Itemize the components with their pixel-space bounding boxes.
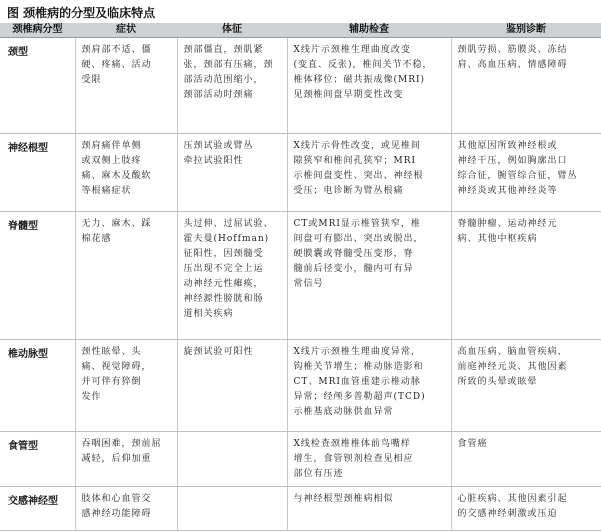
differential-text: 其他原因所致神经根或 神经干压，例如胸廓出口 综合征，腕管综合征，臂丛 神经炎或其他神经炎等 xyxy=(457,141,578,196)
symptoms-cell xyxy=(75,134,177,212)
differential-cell xyxy=(451,38,601,134)
signs-cell xyxy=(177,340,287,432)
exams-cell xyxy=(287,134,451,212)
exams-cell xyxy=(287,487,451,531)
symptoms-text: 颈肩痛伴单侧 或双侧上肢疼 痛、麻木及酸软 等根痛症状 xyxy=(81,141,152,196)
signs-text: 压颈试验或臂丛 牵拉试验阳性 xyxy=(183,141,254,166)
exams-text: CT或MRI显示椎管狭窄，椎 间盘可有膨出、突出或脱出， 硬膜囊或脊髓受压变形，脊 髓前后径变小，髓内可有异 常信号 xyxy=(293,219,424,289)
table-row xyxy=(0,212,601,340)
classification-table xyxy=(0,23,601,531)
differential-cell xyxy=(451,134,601,212)
type-cell: 神经根型 xyxy=(0,134,75,212)
exams-cell xyxy=(287,38,451,134)
type-cell: 交感神经型 xyxy=(0,487,75,531)
differential-text: 食管癌 xyxy=(457,439,488,449)
differential-text: 心脏疾病、其他因素引起 的交感神经刺激或压迫 xyxy=(457,494,568,519)
signs-cell xyxy=(177,432,287,487)
signs-cell xyxy=(177,487,287,531)
symptoms-cell xyxy=(75,487,177,531)
differential-text: 高血压病、脑血管疾病、 前庭神经元炎、其他因素 所致的头晕或眩晕 xyxy=(457,347,568,387)
signs-cell xyxy=(177,38,287,134)
table-header-row xyxy=(0,23,601,38)
table-row xyxy=(0,38,601,134)
signs-cell xyxy=(177,212,287,340)
signs-text: 颈部僵直，颈肌紧 张，颈部有压痛，颈 部活动范围缩小， 颈部活动时颈痛 xyxy=(183,45,274,100)
header-exams: 辅助检查 xyxy=(287,23,451,38)
symptoms-text: 颈肩部不适、僵 硬、疼痛、活动 受限 xyxy=(81,45,152,85)
exams-text: X线片示颈椎生理曲度异常， 钩椎关节增生；椎动脉造影和 CT、MRI血管重建示椎动脉 异常；经颅多普勒超声(TCD) 示椎基底动脉供血异常 xyxy=(293,347,426,417)
differential-text: 脊髓肿瘤、运动神经元 病、其他中枢疾病 xyxy=(457,219,558,244)
symptoms-cell xyxy=(75,432,177,487)
table-row xyxy=(0,134,601,212)
type-cell: 颈型 xyxy=(0,38,75,134)
symptoms-cell xyxy=(75,38,177,134)
symptoms-text: 无力、麻木、踩 棉花感 xyxy=(81,219,152,244)
symptoms-text: 吞咽困难，颈前屈 减轻，后仰加重 xyxy=(81,439,162,464)
symptoms-cell xyxy=(75,340,177,432)
header-symptoms: 症状 xyxy=(75,23,177,38)
symptoms-cell xyxy=(75,212,177,340)
differential-text: 颈肌劳损、筋膜炎、冻结 肩、高血压病、情感障碍 xyxy=(457,45,568,70)
differential-cell xyxy=(451,340,601,432)
exams-text: 与神经根型颈椎病相似 xyxy=(293,494,394,504)
exams-text: X线片示颈椎生理曲度改变 (变直、反张)，椎间关节不稳， 椎体移位；磁共振成像(MRI) 见颈椎间盘早期变性改变 xyxy=(293,45,433,100)
exams-cell xyxy=(287,212,451,340)
header-type: 颈椎病分型 xyxy=(0,23,75,38)
signs-cell xyxy=(177,134,287,212)
differential-cell xyxy=(451,487,601,531)
type-cell: 食管型 xyxy=(0,432,75,487)
signs-text: 头过伸、过屈试验、 霍夫曼(Hoffman) 征阳性，因颈髓受 压出现不完全上运 动神经元性瘫痪， 神经源性膀胱和肠 道相关疾病 xyxy=(183,219,274,319)
exams-cell xyxy=(287,340,451,432)
type-cell: 脊髓型 xyxy=(0,212,75,340)
signs-text: 旋颈试验可阳性 xyxy=(183,347,254,357)
table-row xyxy=(0,487,601,531)
table-row xyxy=(0,340,601,432)
table-row xyxy=(0,432,601,487)
figure-title: 图 颈椎病的分型及临床特点 xyxy=(7,6,156,20)
differential-cell xyxy=(451,212,601,340)
exams-text: X线片示骨性改变，或见椎间 隙狭窄和椎间孔狭窄；MRI 示椎间盘变性、突出、神经根 受压；电诊断为臂丛根痛 xyxy=(293,141,424,196)
symptoms-text: 肢体和心血管交 感神经功能障碍 xyxy=(81,494,152,519)
header-signs: 体征 xyxy=(177,23,287,38)
header-differential: 鉴别诊断 xyxy=(451,23,601,38)
exams-cell xyxy=(287,432,451,487)
differential-cell xyxy=(451,432,601,487)
symptoms-text: 颈性眩晕、头 痛、视觉障碍， 并可伴有猝倒 发作 xyxy=(81,347,152,402)
exams-text: X线检查颈椎椎体前鸟嘴样 增生，食管钡剂检查见相应 部位有压迹 xyxy=(293,439,414,479)
type-cell: 椎动脉型 xyxy=(0,340,75,432)
